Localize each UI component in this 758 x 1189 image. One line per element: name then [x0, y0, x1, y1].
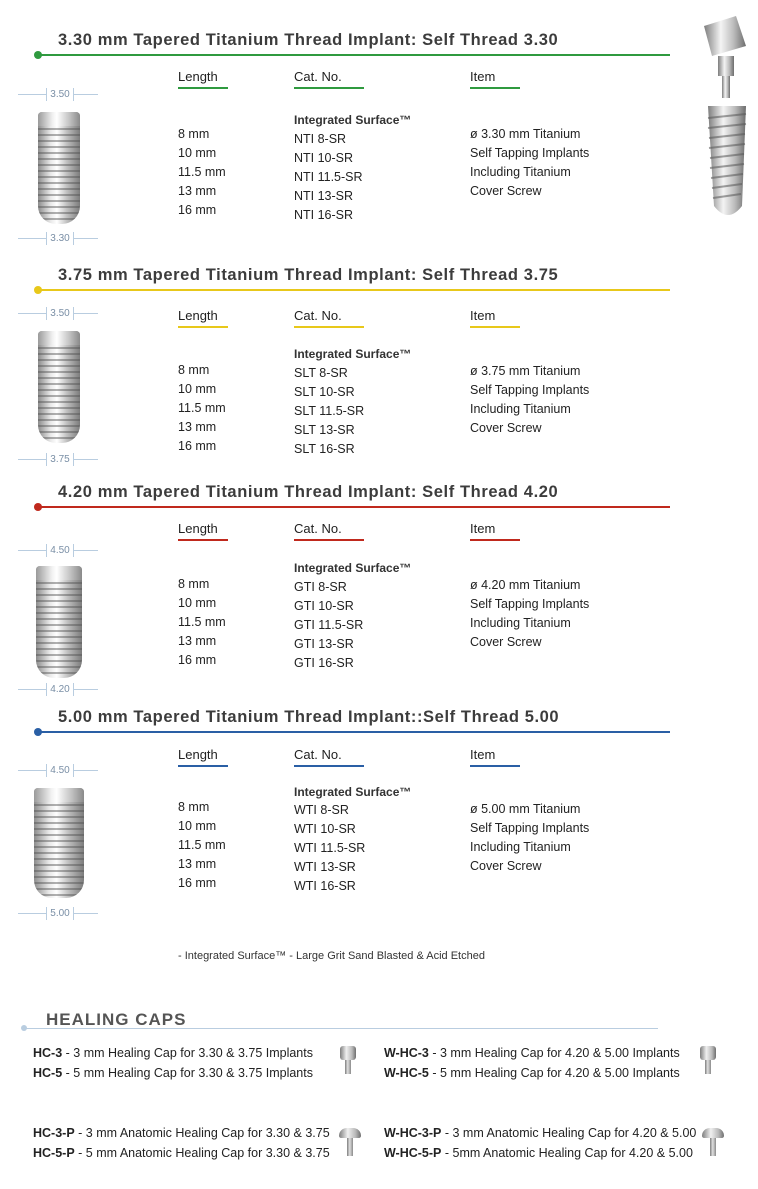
length-value: 16 mm	[178, 876, 217, 890]
item-line: Cover Screw	[470, 421, 542, 435]
healing-cap-row	[384, 1046, 680, 1060]
surface-footnote: - Integrated Surface™ - Large Grit Sand Blasted & Acid Etched	[178, 950, 485, 962]
item-line: Cover Screw	[470, 184, 542, 198]
length-value: 13 mm	[178, 184, 217, 198]
top-diameter: 3.50	[18, 88, 98, 102]
length-value: 11.5 mm	[178, 838, 226, 852]
length-value: 8 mm	[178, 127, 210, 141]
length-value: 11.5 mm	[178, 165, 226, 179]
product-desc: - 3 mm Anatomic Healing Cap for 3.30 & 3.75	[74, 1126, 330, 1140]
implant-image	[38, 112, 80, 224]
section-title: 3.30 mm Tapered Titanium Thread Implant: Self Thread 3.30	[58, 31, 559, 49]
header-underline	[294, 87, 364, 89]
item-list	[470, 576, 589, 652]
healing-cap-row	[33, 1126, 330, 1140]
bottom-diameter: 4.20	[18, 683, 98, 697]
healing-cap-icon	[700, 1046, 716, 1076]
item-header: Item	[470, 747, 496, 762]
anatomic-healing-cap-icon	[705, 1128, 721, 1158]
item-line: ø 5.00 mm Titanium	[470, 802, 581, 816]
length-value: 8 mm	[178, 363, 210, 377]
item-line: Self Tapping Implants	[470, 597, 590, 611]
item-line: ø 4.20 mm Titanium	[470, 578, 581, 592]
implant-abutment-image	[690, 6, 756, 236]
bottom-diameter: 3.30	[18, 232, 98, 246]
length-value: 10 mm	[178, 146, 217, 160]
length-value: 10 mm	[178, 596, 217, 610]
cat-value: NTI 10-SR	[294, 151, 354, 165]
product-desc: - 3 mm Healing Cap for 4.20 & 5.00 Implants	[428, 1046, 680, 1060]
healing-cap-row	[33, 1146, 330, 1160]
length-value: 8 mm	[178, 800, 210, 814]
item-line: Self Tapping Implants	[470, 383, 590, 397]
product-code: W-HC-3	[384, 1046, 429, 1060]
cat-value: WTI 8-SR	[294, 803, 349, 817]
header-underline	[470, 87, 520, 89]
header-underline	[470, 539, 520, 541]
length-value: 16 mm	[178, 439, 217, 453]
section-title: 3.75 mm Tapered Titanium Thread Implant: Self Thread 3.75	[58, 266, 559, 284]
healing-cap-row	[33, 1046, 313, 1060]
product-desc: - 5 mm Anatomic Healing Cap for 3.30 & 3.75	[74, 1146, 330, 1160]
length-header: Length	[178, 69, 218, 84]
cat-header: Cat. No.	[294, 747, 342, 762]
cat-value: GTI 8-SR	[294, 580, 347, 594]
cat-value: NTI 11.5-SR	[294, 170, 363, 184]
cat-value: GTI 16-SR	[294, 656, 354, 670]
item-list	[470, 362, 589, 438]
item-line: Including Titanium	[470, 402, 571, 416]
bottom-diameter: 3.75	[18, 453, 98, 467]
surface-label: Integrated Surface™	[294, 347, 412, 361]
section-title: 4.20 mm Tapered Titanium Thread Implant: Self Thread 4.20	[58, 483, 559, 501]
healing-cap-icon	[340, 1046, 356, 1076]
surface-label: Integrated Surface™	[294, 113, 412, 127]
item-line: Self Tapping Implants	[470, 821, 590, 835]
header-underline	[470, 326, 520, 328]
cat-value: SLT 13-SR	[294, 423, 355, 437]
cat-list	[294, 801, 365, 896]
cat-value: WTI 16-SR	[294, 879, 356, 893]
header-underline	[178, 539, 228, 541]
cat-value: SLT 16-SR	[294, 442, 355, 456]
length-value: 11.5 mm	[178, 615, 226, 629]
section-rule	[38, 54, 670, 56]
length-value: 13 mm	[178, 420, 217, 434]
healing-cap-row	[384, 1066, 680, 1080]
cat-value: GTI 10-SR	[294, 599, 354, 613]
item-header: Item	[470, 521, 496, 536]
cat-value: SLT 11.5-SR	[294, 404, 365, 418]
cat-value: NTI 16-SR	[294, 208, 354, 222]
item-line: ø 3.75 mm Titanium	[470, 364, 581, 378]
item-line: Cover Screw	[470, 859, 542, 873]
cat-value: GTI 11.5-SR	[294, 618, 364, 632]
product-desc: - 3 mm Anatomic Healing Cap for 4.20 & 5.00	[441, 1126, 697, 1140]
product-code: W-HC-5	[384, 1066, 429, 1080]
length-value: 8 mm	[178, 577, 210, 591]
product-code: W-HC-5-P	[384, 1146, 442, 1160]
anatomic-healing-cap-icon	[342, 1128, 358, 1158]
top-diameter: 3.50	[18, 307, 98, 321]
header-underline	[178, 326, 228, 328]
item-line: Cover Screw	[470, 635, 542, 649]
product-code: HC-3-P	[33, 1126, 75, 1140]
cat-value: SLT 10-SR	[294, 385, 355, 399]
cat-value: GTI 13-SR	[294, 637, 354, 651]
product-desc: - 3 mm Healing Cap for 3.30 & 3.75 Implants	[62, 1046, 313, 1060]
surface-label: Integrated Surface™	[294, 561, 412, 575]
cat-value: WTI 10-SR	[294, 822, 356, 836]
length-list	[178, 125, 226, 220]
cat-value: WTI 13-SR	[294, 860, 356, 874]
header-underline	[470, 765, 520, 767]
implant-image	[34, 788, 84, 898]
section-rule	[38, 289, 670, 291]
header-underline	[178, 87, 228, 89]
item-line: Including Titanium	[470, 616, 571, 630]
length-list	[178, 361, 226, 456]
header-underline	[294, 765, 364, 767]
length-value: 16 mm	[178, 653, 217, 667]
header-underline	[178, 765, 228, 767]
cat-value: SLT 8-SR	[294, 366, 348, 380]
cat-header: Cat. No.	[294, 308, 342, 323]
item-list	[470, 125, 589, 201]
product-code: HC-3	[33, 1046, 63, 1060]
bottom-diameter: 5.00	[18, 907, 98, 921]
length-value: 10 mm	[178, 819, 217, 833]
implant-image	[38, 331, 80, 443]
cat-list	[294, 364, 364, 459]
length-header: Length	[178, 308, 218, 323]
product-code: HC-5-P	[33, 1146, 75, 1160]
item-line: ø 3.30 mm Titanium	[470, 127, 581, 141]
item-header: Item	[470, 69, 496, 84]
section-rule	[38, 506, 670, 508]
top-diameter: 4.50	[18, 544, 98, 558]
length-value: 11.5 mm	[178, 401, 226, 415]
length-value: 13 mm	[178, 857, 217, 871]
product-desc: - 5mm Anatomic Healing Cap for 4.20 & 5.00	[441, 1146, 693, 1160]
cat-list	[294, 130, 363, 225]
healing-cap-row	[33, 1066, 313, 1080]
cat-value: NTI 8-SR	[294, 132, 347, 146]
implant-image	[36, 566, 82, 678]
product-code: W-HC-3-P	[384, 1126, 442, 1140]
length-value: 16 mm	[178, 203, 217, 217]
item-line: Including Titanium	[470, 165, 571, 179]
cat-header: Cat. No.	[294, 521, 342, 536]
length-header: Length	[178, 747, 218, 762]
top-diameter: 4.50	[18, 764, 98, 778]
item-line: Including Titanium	[470, 840, 571, 854]
section-rule	[38, 731, 670, 733]
item-header: Item	[470, 308, 496, 323]
item-list	[470, 800, 589, 876]
length-list	[178, 798, 226, 893]
cat-list	[294, 578, 363, 673]
section-title: 5.00 mm Tapered Titanium Thread Implant::Self Thread 5.00	[58, 708, 560, 726]
product-desc: - 5 mm Healing Cap for 3.30 & 3.75 Implants	[62, 1066, 313, 1080]
product-code: HC-5	[33, 1066, 63, 1080]
product-desc: - 5 mm Healing Cap for 4.20 & 5.00 Implants	[428, 1066, 680, 1080]
cat-value: WTI 11.5-SR	[294, 841, 366, 855]
cat-value: NTI 13-SR	[294, 189, 354, 203]
length-list	[178, 575, 226, 670]
length-value: 10 mm	[178, 382, 217, 396]
surface-label: Integrated Surface™	[294, 785, 412, 799]
length-header: Length	[178, 521, 218, 536]
healing-cap-row	[384, 1126, 696, 1140]
header-underline	[294, 326, 364, 328]
length-value: 13 mm	[178, 634, 217, 648]
header-underline	[294, 539, 364, 541]
healing-cap-row	[384, 1146, 693, 1160]
healing-caps-title: HEALING CAPS	[46, 1010, 187, 1029]
cat-header: Cat. No.	[294, 69, 342, 84]
item-line: Self Tapping Implants	[470, 146, 590, 160]
